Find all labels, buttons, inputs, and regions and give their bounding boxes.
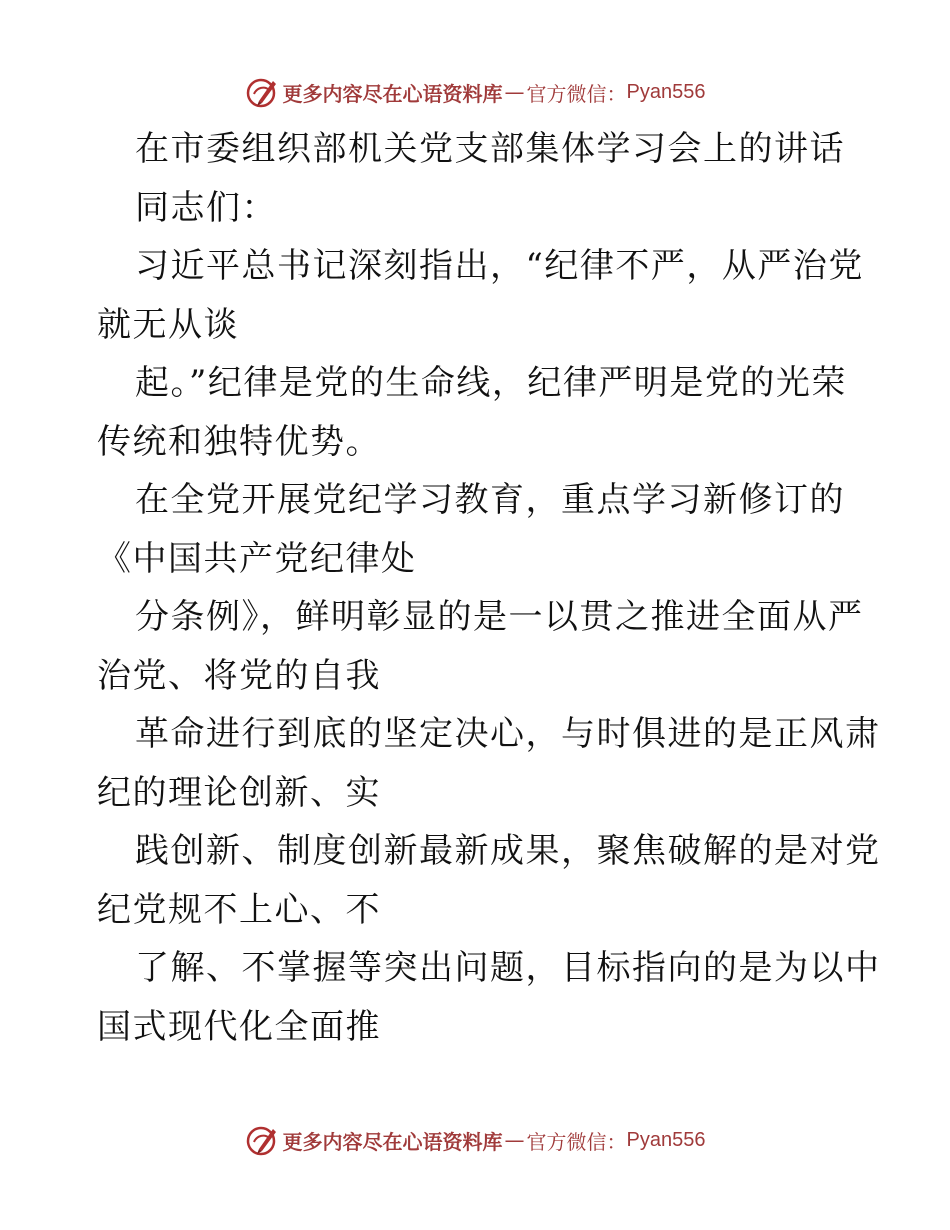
- watermark-wechat-id: Pyan556: [626, 1128, 706, 1151]
- pen-logo-icon: [245, 1123, 279, 1157]
- watermark-label: 官方微信：: [526, 1129, 627, 1154]
- text-line: 了解、不掌握等突出问题，目标指向的是为以中: [135, 948, 881, 988]
- watermark-brand: 更多内容尽在心语资料库: [282, 1129, 503, 1154]
- text-line: 治党、将党的自我: [97, 655, 381, 696]
- text-line: 分条例》，鲜明彰显的是一以贯之推进全面从严: [135, 597, 864, 637]
- document-body: [97, 120, 881, 1056]
- watermark-separator: —: [504, 80, 525, 104]
- text-line: 习近平总书记深刻指出，“纪律不严，从严治党: [135, 246, 864, 286]
- watermark-brand: 更多内容尽在心语资料库: [282, 81, 503, 106]
- text-line: 就无从谈: [97, 304, 239, 345]
- text-line: 在市委组织部机关党支部集体学习会上的讲话: [135, 129, 845, 169]
- text-line: 起。”纪律是党的生命线，纪律严明是党的光荣: [135, 363, 847, 403]
- pen-logo-icon: [245, 75, 279, 109]
- text-line: 纪党规不上心、不: [97, 889, 381, 930]
- watermark-label: 官方微信：: [526, 81, 627, 106]
- text-line: 在全党开展党纪学习教育，重点学习新修订的: [135, 480, 845, 520]
- text-line: 国式现代化全面推: [97, 1006, 381, 1047]
- watermark-separator: —: [504, 1128, 525, 1152]
- footer-watermark: [0, 1120, 950, 1160]
- text-line: 践创新、制度创新最新成果，聚焦破解的是对党: [135, 831, 881, 871]
- text-line: 传统和独特优势。: [97, 421, 381, 462]
- text-line: 革命进行到底的坚定决心，与时俱进的是正风肃: [135, 714, 881, 754]
- watermark-wechat-id: Pyan556: [626, 80, 706, 103]
- header-watermark: [0, 72, 950, 112]
- text-line: 同志们：: [135, 187, 277, 228]
- text-line: 纪的理论创新、实: [97, 772, 381, 813]
- text-line: 《中国共产党纪律处: [97, 538, 417, 579]
